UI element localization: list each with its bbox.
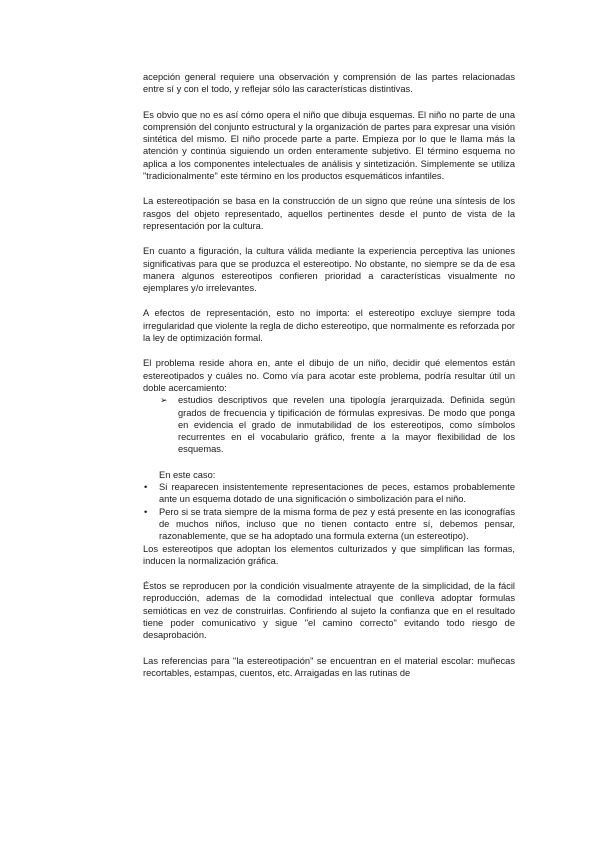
arrow-list-item bbox=[160, 394, 515, 455]
bullet-list-item-text: Pero si se trata siempre de la misma forma de pez y está presente en las iconografías de muchos niños, incluso que no tienen contacto entre sí, debemos pensar, razonablemente, que se ha adoptado una formula externa (un estereotipo). bbox=[159, 506, 515, 542]
paragraph-2: La estereotipación se basa en la construcción de un signo que reúne una síntesis de los rasgos del objeto representado, aquellos pertinentes desde el punto de vista de la representación por la cultura. bbox=[143, 196, 515, 231]
bullet-list-item-text: Si reaparecen insistentemente representaciones de peces, estamos probablemente ante un esquema dotado de una significación o simbolización para el niño. bbox=[159, 482, 515, 505]
bullet-list-item bbox=[144, 481, 515, 506]
paragraph-3: En cuanto a figuración, la cultura válida mediante la experiencia perceptiva las uniones significativas para que se produzca el estereotipo. No obstante, no siempre se da de esa manera algunos estereotipos confieren prioridad a características visualmente no ejemplares y/o irrelevantes. bbox=[143, 246, 515, 294]
text-column bbox=[143, 71, 515, 679]
bullet-list-item bbox=[144, 506, 515, 543]
paragraph-6: Éstos se reproducen por la condición visualmente atrayente de la simplicidad, de la fácil reproducción, ademas de la comodidad intelectual que conlleva adoptar formulas semióticas en vez de construirlas. Confiriendo al sujeto la confianza que en el resultado tiene poder comunicativo y sigue "el camino correcto" evitando todo riesgo de desaprobación. bbox=[143, 581, 515, 641]
paragraph-5: El problema reside ahora en, ante el dibujo de un niño, decidir qué elementos están estereotipados y cuáles no. Como vía para acotar este problema, podría resultar útil un doble acercamiento: bbox=[143, 358, 515, 393]
arrow-bullet-icon: ➢ bbox=[160, 395, 168, 406]
paragraph-4: A efectos de representación, esto no importa: el estereotipo excluye siempre toda irregularidad que violente la regla de dicho estereotipo, que normalmente es reforzada por la ley de optimización formal. bbox=[143, 308, 515, 344]
case-label: En este caso: bbox=[159, 469, 216, 480]
bullet-icon: • bbox=[144, 506, 148, 517]
arrow-list bbox=[143, 394, 515, 455]
bullet-icon: • bbox=[144, 482, 148, 493]
paragraph-1: Es obvio que no es así cómo opera el niño que dibuja esquemas. El niño no parte de una comprensión del conjunto estructural y la organización de partes para expresar una visión sintética del mismo. El niño procede parte a parte. Empieza por lo que le llama más la atención y continúa siguiendo un orden enteramente subjetivo. El término esquema no aplica a los componentes intelectuales de análisis y sintetización. Simplemente se utiliza "tradicionalmente" este término en los productos esquemáticos infantiles. bbox=[143, 109, 515, 182]
paragraph-0: acepción general requiere una observación y comprensión de las partes relacionadas entre sí y con el todo, y reflejar sólo las características distintivas. bbox=[143, 72, 515, 95]
bullet-list bbox=[143, 481, 515, 542]
arrow-list-item-text: estudios descriptivos que revelen una tipología jerarquizada. Definida según grados de frecuencia y tipificación de fórmulas expresivas. De modo que ponga en evidencia el grado de inmutabilidad de los estereotipos, como símbolos recurrentes en el vocabulario gráfico, frente a la mayor flexibilidad de los esquemas. bbox=[178, 395, 515, 455]
paragraph-after-list: Los estereotipos que adoptan los elementos culturizados y que simplifican las formas, inducen la normalización gráfica. bbox=[143, 543, 515, 566]
paragraph-7: Las referencias para "la estereotipación" se encuentran en el material escolar: muñecas recortables, estampas, cuentos, etc. Arraigadas en las rutinas de bbox=[143, 655, 515, 678]
